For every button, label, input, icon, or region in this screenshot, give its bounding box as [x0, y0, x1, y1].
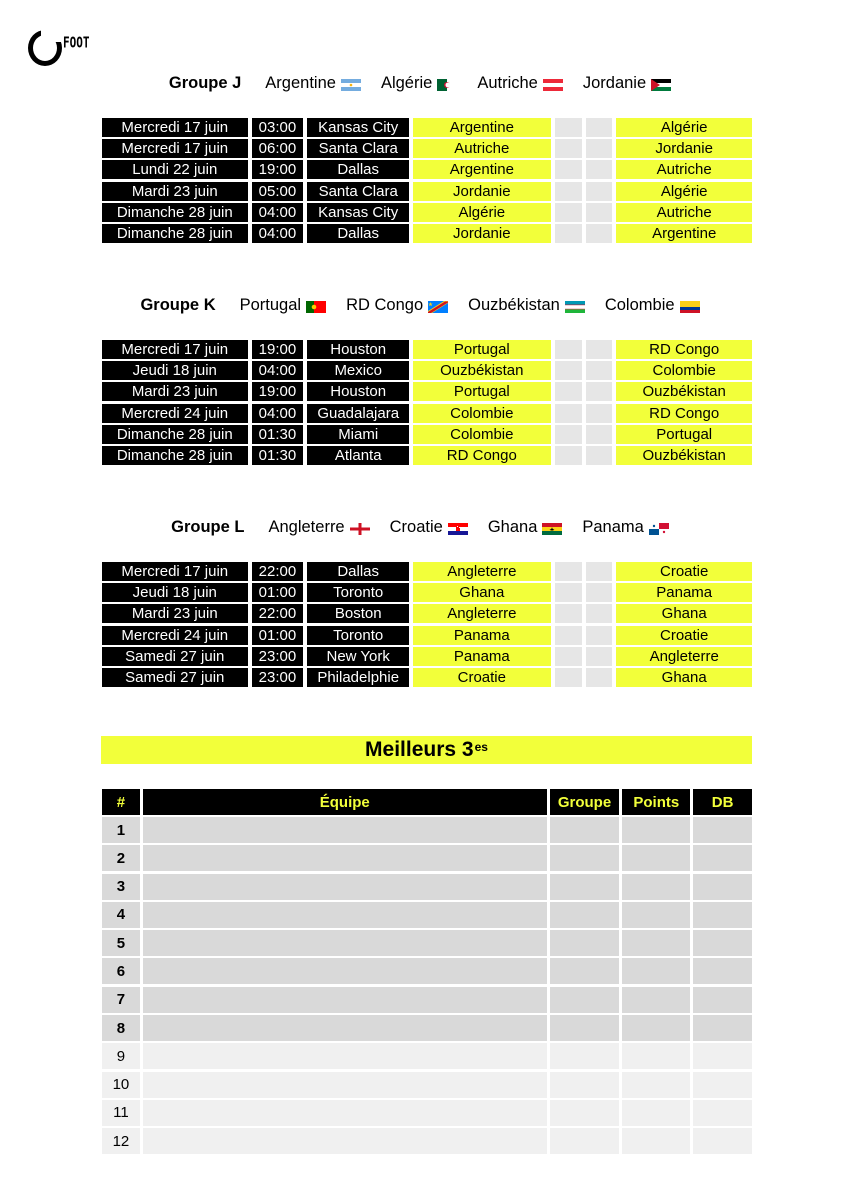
group-team [605, 296, 700, 315]
group-name: Groupe K [140, 295, 216, 314]
group-team [390, 518, 468, 537]
match-row [102, 139, 752, 160]
ranking-team-cell[interactable] [143, 1072, 547, 1098]
away-score-box[interactable] [586, 224, 613, 243]
match-time: 01:00 [252, 583, 304, 602]
ranking-row [102, 874, 752, 902]
match-time: 01:00 [252, 626, 304, 645]
match-city: Houston [307, 340, 409, 359]
colombia-flag-icon [680, 299, 700, 311]
best-thirds-title-text: Meilleurs 3 [365, 738, 474, 761]
match-city: Guadalajara [307, 404, 409, 423]
ranking-number: 12 [102, 1128, 140, 1154]
logo-text: FOOT [63, 34, 90, 52]
header-db: DB [693, 789, 752, 815]
group-matches-table [102, 118, 752, 245]
ranking-db-cell[interactable] [693, 1100, 752, 1126]
match-away-team: RD Congo [616, 340, 752, 359]
jordan-flag-icon [651, 77, 671, 89]
header-rank: # [102, 789, 140, 815]
ranking-points-cell[interactable] [622, 902, 690, 928]
match-row [102, 340, 752, 361]
ranking-number: 4 [102, 902, 140, 928]
match-row [102, 604, 752, 625]
match-home-team: Ouzbékistan [413, 361, 551, 380]
best-thirds-table [102, 789, 752, 1157]
match-row [102, 446, 752, 467]
ranking-group-cell[interactable] [550, 958, 620, 984]
home-score-box[interactable] [555, 668, 582, 687]
match-row [102, 583, 752, 604]
away-score-box[interactable] [586, 139, 613, 158]
group-team [240, 296, 326, 315]
ranking-team-cell[interactable] [143, 1128, 547, 1154]
ranking-group-cell[interactable] [550, 817, 620, 843]
match-date: Mardi 23 juin [102, 604, 248, 623]
group-team [468, 296, 585, 315]
match-home-team: Jordanie [413, 224, 551, 243]
argentina-flag-icon [341, 77, 361, 89]
home-score-box[interactable] [555, 404, 582, 423]
algeria-flag-icon [437, 77, 457, 89]
match-home-team: Portugal [413, 340, 551, 359]
match-city: Toronto [307, 626, 409, 645]
ranking-row [102, 930, 752, 958]
match-home-team: Algérie [413, 203, 551, 222]
home-score-box[interactable] [555, 382, 582, 401]
ranking-db-cell[interactable] [693, 987, 752, 1013]
ranking-team-cell[interactable] [143, 958, 547, 984]
match-time: 19:00 [252, 340, 304, 359]
ranking-points-cell[interactable] [622, 1015, 690, 1041]
home-score-box[interactable] [555, 182, 582, 201]
ranking-row [102, 902, 752, 930]
home-score-box[interactable] [555, 139, 582, 158]
away-score-box[interactable] [586, 668, 613, 687]
home-score-box[interactable] [555, 425, 582, 444]
ranking-db-cell[interactable] [693, 845, 752, 871]
match-row [102, 382, 752, 403]
uzbekistan-flag-icon [565, 299, 585, 311]
match-away-team: Argentine [616, 224, 752, 243]
match-date: Dimanche 28 juin [102, 446, 248, 465]
ranking-group-cell[interactable] [550, 845, 620, 871]
ranking-group-cell[interactable] [550, 1043, 620, 1069]
home-score-box[interactable] [555, 562, 582, 581]
away-score-box[interactable] [586, 562, 613, 581]
away-score-box[interactable] [586, 382, 613, 401]
ranking-row [102, 1015, 752, 1043]
match-time: 04:00 [252, 361, 304, 380]
match-home-team: Angleterre [413, 562, 551, 581]
group-team-name: Algérie [380, 73, 433, 92]
away-score-box[interactable] [586, 626, 613, 645]
match-home-team: Colombie [413, 425, 551, 444]
ranking-points-cell[interactable] [622, 987, 690, 1013]
match-row [102, 668, 752, 689]
group-team [583, 74, 671, 93]
home-score-box[interactable] [555, 604, 582, 623]
ranking-number: 1 [102, 817, 140, 843]
best-thirds-header-row [102, 789, 752, 815]
match-row [102, 647, 752, 668]
match-home-team: Argentine [413, 118, 551, 137]
group-team-name: Jordanie [582, 73, 647, 92]
match-time: 19:00 [252, 382, 304, 401]
match-away-team: Jordanie [616, 139, 752, 158]
away-score-box[interactable] [586, 425, 613, 444]
match-home-team: Angleterre [413, 604, 551, 623]
match-date: Mardi 23 juin [102, 382, 248, 401]
match-row [102, 160, 752, 181]
home-score-box[interactable] [555, 203, 582, 222]
group-name: Groupe J [168, 73, 242, 92]
match-home-team: Croatie [413, 668, 551, 687]
ranking-db-cell[interactable] [693, 1015, 752, 1041]
match-city: Toronto [307, 583, 409, 602]
match-home-team: Ghana [413, 583, 551, 602]
match-time: 04:00 [252, 203, 304, 222]
match-city: Atlanta [307, 446, 409, 465]
ranking-row [102, 817, 752, 845]
ranking-number: 5 [102, 930, 140, 956]
away-score-box[interactable] [586, 118, 613, 137]
group-team [268, 518, 369, 537]
best-thirds-title [101, 736, 752, 764]
england-flag-icon [350, 521, 370, 533]
ranking-row [102, 958, 752, 986]
away-score-box[interactable] [586, 647, 613, 666]
header-points: Points [622, 789, 690, 815]
ranking-number: 6 [102, 958, 140, 984]
match-home-team: Panama [413, 647, 551, 666]
ghana-flag-icon [542, 521, 562, 533]
group-team-name: Autriche [477, 73, 538, 92]
ranking-team-cell[interactable] [143, 1043, 547, 1069]
match-city: Mexico [307, 361, 409, 380]
ranking-row [102, 845, 752, 873]
logo-ring-icon [28, 30, 62, 66]
ranking-group-cell[interactable] [550, 1100, 620, 1126]
match-away-team: Panama [616, 583, 752, 602]
ranking-points-cell[interactable] [622, 845, 690, 871]
ranking-team-cell[interactable] [143, 987, 547, 1013]
group-team-name: Argentine [265, 73, 336, 92]
panama-flag-icon [649, 521, 669, 533]
home-score-box[interactable] [555, 118, 582, 137]
match-away-team: Colombie [616, 361, 752, 380]
ranking-row [102, 1072, 752, 1100]
match-date: Mercredi 17 juin [102, 139, 248, 158]
match-city: Santa Clara [307, 182, 409, 201]
group-matches-table [102, 340, 752, 467]
dr-congo-flag-icon [428, 299, 448, 311]
group-team-name: Colombie [604, 295, 675, 314]
match-home-team: Autriche [413, 139, 551, 158]
match-date: Jeudi 18 juin [102, 361, 248, 380]
match-date: Mercredi 17 juin [102, 562, 248, 581]
ranking-number: 10 [102, 1072, 140, 1098]
ranking-team-cell[interactable] [143, 1015, 547, 1041]
match-date: Mercredi 17 juin [102, 118, 248, 137]
match-time: 05:00 [252, 182, 304, 201]
away-score-box[interactable] [586, 446, 613, 465]
match-time: 04:00 [252, 224, 304, 243]
match-away-team: Angleterre [616, 647, 752, 666]
match-date: Dimanche 28 juin [102, 224, 248, 243]
ranking-row [102, 1100, 752, 1128]
group-team-name: Angleterre [268, 517, 345, 536]
ranking-db-cell[interactable] [693, 958, 752, 984]
ranking-number: 7 [102, 987, 140, 1013]
match-city: New York [307, 647, 409, 666]
ranking-points-cell[interactable] [622, 817, 690, 843]
ranking-group-cell[interactable] [550, 874, 620, 900]
best-thirds-rows [102, 817, 752, 1157]
austria-flag-icon [543, 77, 563, 89]
away-score-box[interactable] [586, 604, 613, 623]
ranking-points-cell[interactable] [622, 1128, 690, 1154]
away-score-box[interactable] [586, 203, 613, 222]
away-score-box[interactable] [586, 340, 613, 359]
match-row [102, 404, 752, 425]
group-matches-table [102, 562, 752, 689]
ranking-row [102, 1128, 752, 1156]
match-time: 19:00 [252, 160, 304, 179]
match-date: Samedi 27 juin [102, 647, 248, 666]
away-score-box[interactable] [586, 404, 613, 423]
match-time: 01:30 [252, 446, 304, 465]
match-time: 22:00 [252, 604, 304, 623]
ranking-row [102, 987, 752, 1015]
group-team-name: RD Congo [346, 295, 424, 314]
home-score-box[interactable] [555, 224, 582, 243]
match-date: Mercredi 24 juin [102, 404, 248, 423]
match-date: Mercredi 17 juin [102, 340, 248, 359]
ranking-team-cell[interactable] [143, 930, 547, 956]
match-home-team: Jordanie [413, 182, 551, 201]
match-city: Miami [307, 425, 409, 444]
home-score-box[interactable] [555, 340, 582, 359]
ranking-team-cell[interactable] [143, 1100, 547, 1126]
ranking-db-cell[interactable] [693, 1043, 752, 1069]
match-date: Jeudi 18 juin [102, 583, 248, 602]
ranking-team-cell[interactable] [143, 845, 547, 871]
ranking-group-cell[interactable] [550, 1128, 620, 1154]
match-city: Kansas City [307, 203, 409, 222]
match-away-team: Croatie [616, 626, 752, 645]
match-time: 23:00 [252, 647, 304, 666]
home-score-box[interactable] [555, 626, 582, 645]
ranking-points-cell[interactable] [622, 958, 690, 984]
ranking-team-cell[interactable] [143, 902, 547, 928]
group-team [488, 518, 563, 537]
match-away-team: Ghana [616, 604, 752, 623]
match-city: Kansas City [307, 118, 409, 137]
group-team-name: Ghana [487, 517, 538, 536]
match-time: 03:00 [252, 118, 304, 137]
away-score-box[interactable] [586, 182, 613, 201]
ranking-db-cell[interactable] [693, 930, 752, 956]
header-team: Équipe [143, 789, 547, 815]
match-time: 04:00 [252, 404, 304, 423]
group-header [0, 294, 850, 316]
match-date: Dimanche 28 juin [102, 425, 248, 444]
match-home-team: RD Congo [413, 446, 551, 465]
group-team [381, 74, 457, 93]
match-away-team: Algérie [616, 182, 752, 201]
match-row [102, 562, 752, 583]
match-date: Mercredi 24 juin [102, 626, 248, 645]
ranking-group-cell[interactable] [550, 1072, 620, 1098]
match-city: Houston [307, 382, 409, 401]
away-score-box[interactable] [586, 160, 613, 179]
ranking-number: 2 [102, 845, 140, 871]
group-team [346, 296, 448, 315]
match-home-team: Panama [413, 626, 551, 645]
match-away-team: Croatie [616, 562, 752, 581]
ranking-group-cell[interactable] [550, 987, 620, 1013]
best-thirds-title-sup: es [474, 740, 488, 754]
match-city: Philadelphie [307, 668, 409, 687]
match-row [102, 224, 752, 245]
ranking-row [102, 1043, 752, 1071]
home-score-box[interactable] [555, 583, 582, 602]
match-city: Santa Clara [307, 139, 409, 158]
match-home-team: Argentine [413, 160, 551, 179]
match-date: Samedi 27 juin [102, 668, 248, 687]
ranking-db-cell[interactable] [693, 874, 752, 900]
match-city: Boston [307, 604, 409, 623]
home-score-box[interactable] [555, 647, 582, 666]
match-date: Lundi 22 juin [102, 160, 248, 179]
match-time: 22:00 [252, 562, 304, 581]
ranking-points-cell[interactable] [622, 1100, 690, 1126]
ranking-points-cell[interactable] [622, 1043, 690, 1069]
ranking-number: 8 [102, 1015, 140, 1041]
ranking-group-cell[interactable] [550, 930, 620, 956]
group-team [582, 518, 668, 537]
ranking-number: 3 [102, 874, 140, 900]
ranking-team-cell[interactable] [143, 874, 547, 900]
match-row [102, 203, 752, 224]
header-group: Groupe [550, 789, 620, 815]
ranking-db-cell[interactable] [693, 1072, 752, 1098]
ranking-points-cell[interactable] [622, 1072, 690, 1098]
group-team-name: Portugal [239, 295, 302, 314]
match-away-team: Algérie [616, 118, 752, 137]
match-city: Dallas [307, 160, 409, 179]
match-row [102, 361, 752, 382]
match-home-team: Colombie [413, 404, 551, 423]
match-away-team: Ouzbékistan [616, 382, 752, 401]
logo [28, 30, 90, 68]
ranking-group-cell[interactable] [550, 1015, 620, 1041]
ranking-points-cell[interactable] [622, 930, 690, 956]
match-home-team: Portugal [413, 382, 551, 401]
group-team-name: Ouzbékistan [468, 295, 560, 314]
match-away-team: Ouzbékistan [616, 446, 752, 465]
ranking-number: 9 [102, 1043, 140, 1069]
group-team [477, 74, 563, 93]
match-row [102, 626, 752, 647]
croatia-flag-icon [448, 521, 468, 533]
home-score-box[interactable] [555, 361, 582, 380]
away-score-box[interactable] [586, 361, 613, 380]
ranking-points-cell[interactable] [622, 874, 690, 900]
match-row [102, 118, 752, 139]
ranking-db-cell[interactable] [693, 1128, 752, 1154]
ranking-db-cell[interactable] [693, 817, 752, 843]
group-header [0, 72, 850, 94]
match-away-team: Autriche [616, 160, 752, 179]
group-name: Groupe L [171, 517, 245, 536]
group-team-name: Croatie [389, 517, 443, 536]
match-row [102, 425, 752, 446]
match-time: 06:00 [252, 139, 304, 158]
match-away-team: RD Congo [616, 404, 752, 423]
away-score-box[interactable] [586, 583, 613, 602]
match-city: Dallas [307, 224, 409, 243]
match-city: Dallas [307, 562, 409, 581]
match-time: 01:30 [252, 425, 304, 444]
match-away-team: Portugal [616, 425, 752, 444]
home-score-box[interactable] [555, 446, 582, 465]
portugal-flag-icon [306, 299, 326, 311]
group-header [0, 516, 850, 538]
match-date: Mardi 23 juin [102, 182, 248, 201]
ranking-group-cell[interactable] [550, 902, 620, 928]
match-date: Dimanche 28 juin [102, 203, 248, 222]
ranking-number: 11 [102, 1100, 140, 1126]
match-away-team: Ghana [616, 668, 752, 687]
ranking-db-cell[interactable] [693, 902, 752, 928]
group-team-name: Panama [582, 517, 644, 536]
group-team [265, 74, 361, 93]
match-time: 23:00 [252, 668, 304, 687]
match-row [102, 182, 752, 203]
ranking-team-cell[interactable] [143, 817, 547, 843]
match-away-team: Autriche [616, 203, 752, 222]
home-score-box[interactable] [555, 160, 582, 179]
